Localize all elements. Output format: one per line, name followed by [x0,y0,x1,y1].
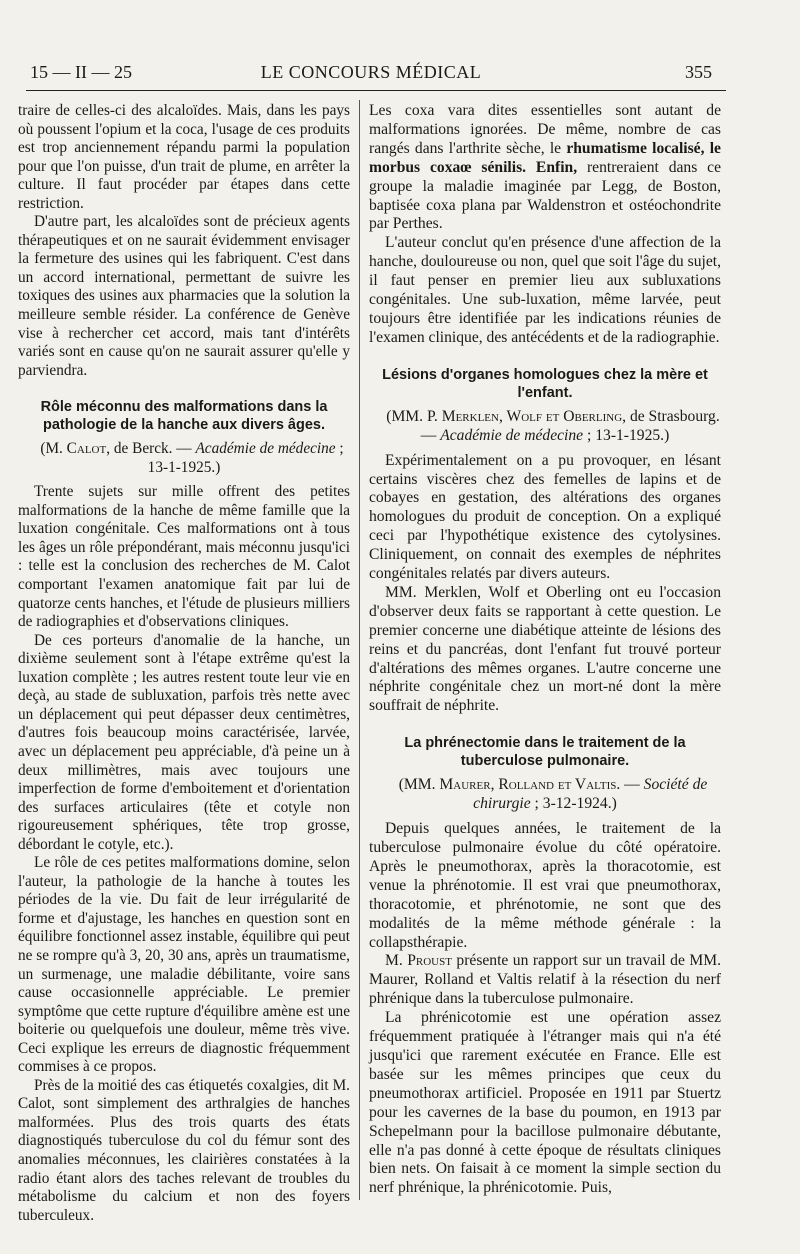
section-title: La phrénectomie dans le traitement de la tuberculose pulmonaire. [404,735,686,770]
paragraph: Depuis quelques années, le traitement de la tuberculose pulmonaire évolue du côté opératoire. Après le pneumothorax, après la thoracotomie, est venue la phrénotomie. Il est vrai que pneumothorax, thoracotomie, et phrénotomie, ne sont que des modalités de la même méthode générale : la collapsthérapie. [369,820,721,951]
ref-date: ; 13-1-1925.) [583,426,670,444]
text-run: présente un rapport sur un travail de MM. Maurer, Rolland et Valtis relatif à la résection du nerf phrénique dans la tuberculose pulmonaire. [369,952,721,1008]
ref-source: Société de chirurgie [473,776,708,813]
ref-source: Académie de médecine [440,426,584,444]
bold-text-run: rhumatisme localisé, le morbus coxaœ sénilis. Enfin, [369,139,721,176]
ref-text: , de Strasbourg. — [420,407,720,444]
author-name: M. Proust [385,952,452,970]
section-title: Rôle méconnu des malformations dans la pathologie de la hanche aux divers âges. [40,399,328,434]
ref-source: Académie de médecine [195,440,336,458]
ref-author: M. Calot [45,440,107,458]
text-run: Les coxa vara dites essentielles sont autant de malformations ignorées. De même, nombre de cas rangés dans l'arthrite sèche, le [369,102,721,157]
ref-text: . — [616,776,644,794]
paragraph: De ces porteurs d'anomalie de la hanche, un dixième seulement sont à l'étape extrême qu'est la luxation complète ; les autres restent toute leur vie en deçà, au stade de subluxation, parfois très nette avec un déplacement qui peut dépasser deux centimètres, d'autres fois beaucoup moins caractérisée, larvée, avec un déplacement peu appréciable, d'à peine un à deux millimètres, mais avec toujours une imperfection de forme d'emboitement et d'orientation des surfaces articulaires (tête et cotyle non rigoureusement sphériques, tête trop grosse, débordant le cotyle, etc.). [18,631,350,853]
left-column [18,102,350,1225]
article-reference: (M. Calot, de Berck. — Académie de médecine ; 13-1-1925.) [40,440,344,476]
column-divider [359,100,360,1200]
paragraph: MM. Merklen, Wolf et Oberling ont eu l'occasion d'observer deux faits se rapportant à cette question. Le premier concerne une diabétique atteinte de lésions des reins et du pancréas, dont l'enfant fut trouvé porteur d'altérations des mêmes organes. L'autre concerne une néphrite congénitale chez un mort-né dont la mère souffrait de néphrite. [369,583,721,715]
ref-date: ; 13-1-1925.) [147,440,344,476]
page-header [30,62,712,86]
ref-text: (MM. P. [386,407,442,425]
header-page-number: 355 [685,62,712,82]
paragraph: L'auteur conclut qu'en présence d'une affection de la hanche, douloureuse ou non, quel que soit l'âge du sujet, il faut penser en premier lieu aux subluxations congénitales. Une sub-luxation, même larvée, peut toujours être identifiée par les indications réunies de l'examen clinique, des antécédents et de la radiographie. [369,234,721,346]
paragraph: Expérimentalement on a pu provoquer, en lésant certains viscères chez des femelles de lapins et de cobayes en gestation, des altérations des organes homologues du produit de conception. On a expliqué ceci par l'hypothétique existence des cytolysines. Cliniquement, on connait des exemples de néphrites congénitales relatés par divers auteurs. [369,451,721,583]
ref-authors: Merklen, Wolf et Oberling [441,407,623,425]
text-run: rentreraient dans ce groupe la maladie imaginée par Legg, de Boston, baptisée coxa plana par Waldenstron et ostéochondrite par Perthes. [369,158,721,233]
paragraph: Trente sujets sur mille offrent des petites malformations de la hanche de même famille que la luxation congénitale. Ces malformations ont à tous les âges un rôle prépondérant, mais méconnu jusqu'ici : telle est la conclusion des recherches de M. Calot comportant l'examen anatomique fait par lui de quatorze cents hanches, et l'étude de plusieurs milliers de radiographies et d'observations cliniques. [18,483,350,631]
paragraph: Près de la moitié des cas étiquetés coxalgies, dit M. Calot, sont simplement des arthralgies de hanches malformées. Plus des trois quarts des états diagnostiqués tuberculose du col du fémur sont des anomalies méconnues, les clairières constatées à la radio étant alors des taches relevant de troubles du métabolisme du calcium et non des foyers tuberculeux. [18,1076,350,1224]
paragraph [369,102,721,234]
paragraph: D'autre part, les alcaloïdes sont de précieux agents thérapeutiques et on ne saurait évidemment envisager la fermeture des usines qui les fabriquent. C'est dans un accord international, permettant de suivre les toxiques des usines aux pharmacies que la solution la meilleure semble résider. La conférence de Genève vise à rechercher cet accord, mais tant d'intérêts variés sont en cause qu'on ne saurait assurer qu'elle y parviendra. [18,213,350,379]
ref-authors: Maurer, Rolland et Valtis [439,776,617,794]
paragraph [369,952,721,1009]
paragraph: Le rôle de ces petites malformations domine, selon l'auteur, la pathologie de la hanche à toutes les périodes de la vie. Du fait de leur irrégularité de forme et d'ajustage, les hanches en question sont en équilibre fonctionnel assez instable, équilibre qui peut ne se rompre qu'à 3, 20, 30 ans, après un traumatisme, un surmenage, une maladie débilitante, voire sans cause occasionnelle appréciable. Le premier symptôme que cette rupture d'équilibre amène est une boiterie ou quelquefois une douleur, même très vive. Ceci explique les erreurs de diagnostic fréquemment commises à ce propos. [18,854,350,1076]
paragraph: La phrénicotomie est une opération assez fréquemment pratiquée à l'étranger mais qui n'a été jusqu'ici que rarement exécutée en France. Elle est basée sur les mêmes principes que ceux du pneumothorax artificiel. Proposée en 1911 par Stuertz pour les cavernes de la base du poumon, en 1913 par Schepelmann pour la bacillose pulmonaire débutante, elle n'a pas donné à cette époque de résultats cliniques bien nets. On faisait à ce moment la simple section du nerf phrénique, la phrénicotomie. Puis, [369,1009,721,1197]
header-journal-title: LE CONCOURS MÉDICAL [260,62,482,82]
header-rule [26,90,726,91]
ref-text: (MM. [398,776,440,794]
right-column [369,102,721,1198]
ref-place: , de Berck. — [106,440,196,458]
article-reference [369,408,721,446]
header-date: 15 — II — 25 [30,62,132,82]
section-title: Lésions d'organes homologues chez la mère et l'enfant. [382,366,708,401]
ref-date: ; 3-12-1924.) [530,795,617,813]
paragraph: traire de celles-ci des alcaloïdes. Mais, dans les pays où poussent l'opium et la coca, l'usage de ces produits est trop anciennement répandu parmi la population pour que l'on puisse, d'un trait de plume, en arrêter la culture. Il faut procéder par étapes dans cette restriction. [18,102,350,212]
article-reference [369,776,721,814]
